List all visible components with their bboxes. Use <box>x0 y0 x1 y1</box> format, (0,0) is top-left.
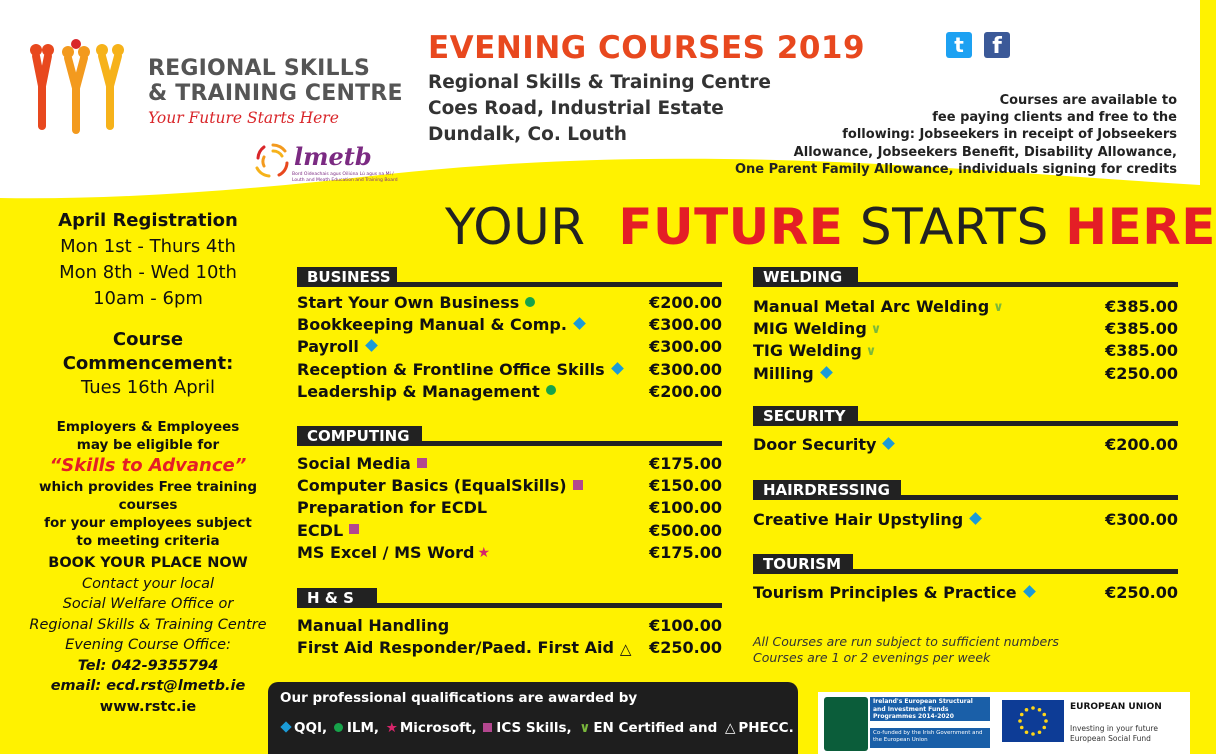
section-header-computing: COMPUTING <box>297 426 422 446</box>
eu-star <box>1038 730 1042 734</box>
course-price: €500.00 <box>649 520 722 540</box>
address-line: Regional Skills & Training Centre <box>428 72 771 93</box>
section-rule <box>377 603 722 608</box>
eu-star <box>1031 706 1035 710</box>
eu-star <box>1025 708 1029 712</box>
logo-title-line2: & TRAINING CENTRE <box>148 81 403 106</box>
course-price: €300.00 <box>649 315 722 335</box>
course-name: Creative Hair Upstyling <box>753 510 980 530</box>
eu-star <box>1042 713 1046 717</box>
address-line: Coes Road, Industrial Estate <box>428 98 724 119</box>
skills-to-advance: “Skills to Advance” <box>49 455 247 476</box>
course-price: €250.00 <box>1105 583 1178 602</box>
course-price: €150.00 <box>649 476 722 496</box>
address-line: Dundalk, Co. Louth <box>428 124 627 145</box>
course-price: €175.00 <box>649 542 722 562</box>
lmetb-logo-text: lmetb <box>294 142 372 171</box>
course-price: €250.00 <box>649 638 722 658</box>
ilm-dot-icon <box>546 385 556 395</box>
lmetb-subtitle: Bord Oideachais agus Oiliúna Lú agus na Mí / Louth and Meath Education and Training Board <box>292 172 398 183</box>
course-name: ECDL <box>297 521 359 541</box>
eu-title: EUROPEAN UNION <box>1070 702 1162 712</box>
course-note <box>753 634 1059 666</box>
qqi-diamond-icon <box>573 317 586 330</box>
ics-square-icon <box>483 723 492 732</box>
section-header-hs: H & S <box>297 588 377 608</box>
booking-line: Contact your local <box>81 575 215 592</box>
slogan-future: FUTURE <box>618 198 844 256</box>
esif-banner: Ireland's European Structural and Investment Funds Programmes 2014-2020 <box>870 697 990 721</box>
qqi-diamond-icon <box>365 340 378 353</box>
ics-square-icon <box>573 480 583 490</box>
course-name: Milling <box>753 364 831 384</box>
section-header-hairdressing: HAIRDRESSING <box>753 480 901 500</box>
eu-star <box>1038 708 1042 712</box>
section-rule <box>858 282 1178 287</box>
legend-ilm: ILM, <box>346 720 380 736</box>
course-name: MS Excel / MS Word ★ <box>297 542 491 562</box>
ilm-dot-icon <box>525 297 535 307</box>
course-name: Start Your Own Business <box>297 293 535 313</box>
employer-line: for your employees subject <box>44 515 252 531</box>
slogan-your: YOUR <box>445 198 586 256</box>
commencement-heading-2: Commencement: <box>62 353 234 374</box>
course-name: Payroll <box>297 337 376 357</box>
rstc-logo-icon <box>22 38 140 138</box>
eu-star <box>1020 726 1024 730</box>
ics-square-icon <box>349 524 359 534</box>
qqi-diamond-icon <box>1023 585 1036 598</box>
course-name: Door Security <box>753 435 893 455</box>
ics-square-icon <box>417 458 427 468</box>
slogan-here: HERE <box>1065 198 1216 256</box>
booking-block <box>8 553 288 717</box>
commencement-heading-1: Course <box>112 329 184 350</box>
qqi-diamond-icon <box>280 721 291 732</box>
irish-harp-icon <box>824 697 868 751</box>
course-price: €200.00 <box>649 293 722 312</box>
section-rule <box>397 282 722 287</box>
legend-en: EN Certified and <box>593 720 718 736</box>
registration-line: 10am - 6pm <box>93 288 203 309</box>
logo-tagline: Your Future Starts Here <box>148 109 339 127</box>
eu-flag-icon <box>1002 700 1064 742</box>
course-name: TIG Welding ∨ <box>753 341 877 361</box>
eu-star <box>1025 730 1029 734</box>
course-name: Reception & Frontline Office Skills <box>297 360 622 380</box>
en-chevron-icon: ∨ <box>865 343 877 359</box>
phecc-triangle-icon: △ <box>724 720 736 736</box>
commencement-block <box>8 328 288 400</box>
course-price: €200.00 <box>649 381 722 401</box>
phone-number[interactable]: Tel: 042-9355794 <box>77 657 219 674</box>
course-price: €385.00 <box>1105 341 1178 361</box>
course-price: €200.00 <box>1105 435 1178 454</box>
course-price: €175.00 <box>649 454 722 473</box>
qqi-diamond-icon <box>611 362 624 375</box>
twitter-icon[interactable]: t <box>946 32 972 58</box>
eu-star <box>1018 719 1022 723</box>
employer-line: may be eligible for <box>76 437 220 453</box>
website-link[interactable]: www.rstc.ie <box>99 698 197 715</box>
section-header-security: SECURITY <box>753 406 858 426</box>
microsoft-star-icon: ★ <box>477 545 491 562</box>
qqi-diamond-icon <box>820 366 833 379</box>
eu-star <box>1042 726 1046 730</box>
facebook-icon[interactable]: f <box>984 32 1010 58</box>
commencement-date: Tues 16th April <box>80 377 216 398</box>
qualifications-bar <box>268 682 798 754</box>
booking-line: Evening Course Office: <box>65 637 231 653</box>
course-name: Social Media <box>297 454 427 474</box>
employer-block <box>8 418 288 550</box>
course-name: Leadership & Management <box>297 382 556 402</box>
course-price: €385.00 <box>1105 297 1178 316</box>
email-address[interactable]: email: ecd.rst@lmetb.ie <box>50 678 246 694</box>
registration-line: Mon 8th - Wed 10th <box>59 262 237 283</box>
eu-sub-line: European Social Fund <box>1070 734 1151 743</box>
course-price: €300.00 <box>649 359 722 379</box>
microsoft-star-icon: ★ <box>385 720 398 736</box>
course-name: Computer Basics (EqualSkills) <box>297 476 583 496</box>
page-title: EVENING COURSES 2019 <box>428 30 866 66</box>
en-chevron-icon: ∨ <box>993 299 1004 315</box>
course-name: First Aid Responder/Paed. First Aid △ <box>297 638 632 658</box>
section-rule <box>422 441 722 446</box>
booking-line: Regional Skills & Training Centre <box>29 616 267 633</box>
course-price: €250.00 <box>1105 363 1178 383</box>
course-name: Manual Handling <box>297 616 450 635</box>
booking-line: Social Welfare Office or <box>62 596 234 612</box>
ilm-dot-icon <box>334 723 343 732</box>
eu-star <box>1044 719 1048 723</box>
section-header-business: BUSINESS <box>297 267 397 287</box>
course-price: €100.00 <box>649 616 722 635</box>
eligibility-line: Allowance, Jobseekers Benefit, Disability Allowance, <box>793 144 1177 160</box>
section-rule <box>853 569 1178 574</box>
qqi-diamond-icon <box>883 437 896 450</box>
employer-line: Employers & Employees <box>56 419 240 435</box>
section-header-tourism: TOURISM <box>753 554 853 574</box>
legend-microsoft: Microsoft, <box>399 720 477 736</box>
en-chevron-icon: ∨ <box>579 720 591 736</box>
course-name: MIG Welding ∨ <box>753 319 882 339</box>
course-name: Tourism Principles & Practice <box>753 583 1034 603</box>
registration-heading: April Registration <box>58 210 238 231</box>
section-rule <box>858 421 1178 426</box>
note-line: Courses are 1 or 2 evenings per week <box>753 650 991 665</box>
registration-line: Mon 1st - Thurs 4th <box>60 236 236 257</box>
booking-heading: BOOK YOUR PLACE NOW <box>48 555 248 571</box>
eu-star <box>1031 732 1035 736</box>
eligibility-line: Courses are available to <box>999 93 1177 108</box>
course-name: Preparation for ECDL <box>297 498 488 518</box>
course-price: €100.00 <box>649 498 722 518</box>
qualifications-legend <box>280 720 798 736</box>
legend-ics: ICS Skills, <box>496 720 572 736</box>
cofunded-banner: Co-funded by the Irish Government and the European Union <box>870 728 990 748</box>
legend-phecc: PHECC. <box>738 720 794 736</box>
logo-title-line1: REGIONAL SKILLS <box>148 56 370 81</box>
logo-title <box>148 56 403 106</box>
note-line: All Courses are run subject to sufficient numbers <box>753 634 1059 649</box>
section-rule <box>901 495 1178 500</box>
en-chevron-icon: ∨ <box>870 321 882 337</box>
eligibility-text <box>690 92 1177 178</box>
lmetb-sun-icon <box>252 140 294 182</box>
course-price: €300.00 <box>1105 510 1178 529</box>
phecc-triangle-icon: △ <box>619 639 632 658</box>
course-name: Manual Metal Arc Welding ∨ <box>753 297 1004 316</box>
qqi-diamond-icon <box>969 512 982 525</box>
eu-subtitle <box>1070 724 1158 744</box>
eu-sub-line: Investing in your future <box>1070 724 1158 733</box>
eligibility-line: fee paying clients and free to the <box>932 110 1177 126</box>
slogan <box>445 198 1216 256</box>
qualifications-heading: Our professional qualifications are awarded by <box>280 690 638 706</box>
eligibility-line: following: Jobseekers in receipt of Jobseekers <box>842 127 1177 143</box>
eu-star <box>1020 713 1024 717</box>
employer-line: which provides Free training courses <box>39 479 257 513</box>
legend-qqi: QQI, <box>294 720 328 736</box>
course-price: €300.00 <box>649 337 722 357</box>
employer-line: to meeting criteria <box>76 533 220 549</box>
registration-block <box>8 208 288 312</box>
course-name: Bookkeeping Manual & Comp. <box>297 315 584 335</box>
eligibility-line: One Parent Family Allowance, individuals signing for credits <box>734 161 1177 177</box>
slogan-starts: STARTS <box>859 198 1049 256</box>
section-header-welding: WELDING <box>753 267 858 287</box>
course-price: €385.00 <box>1105 319 1178 339</box>
